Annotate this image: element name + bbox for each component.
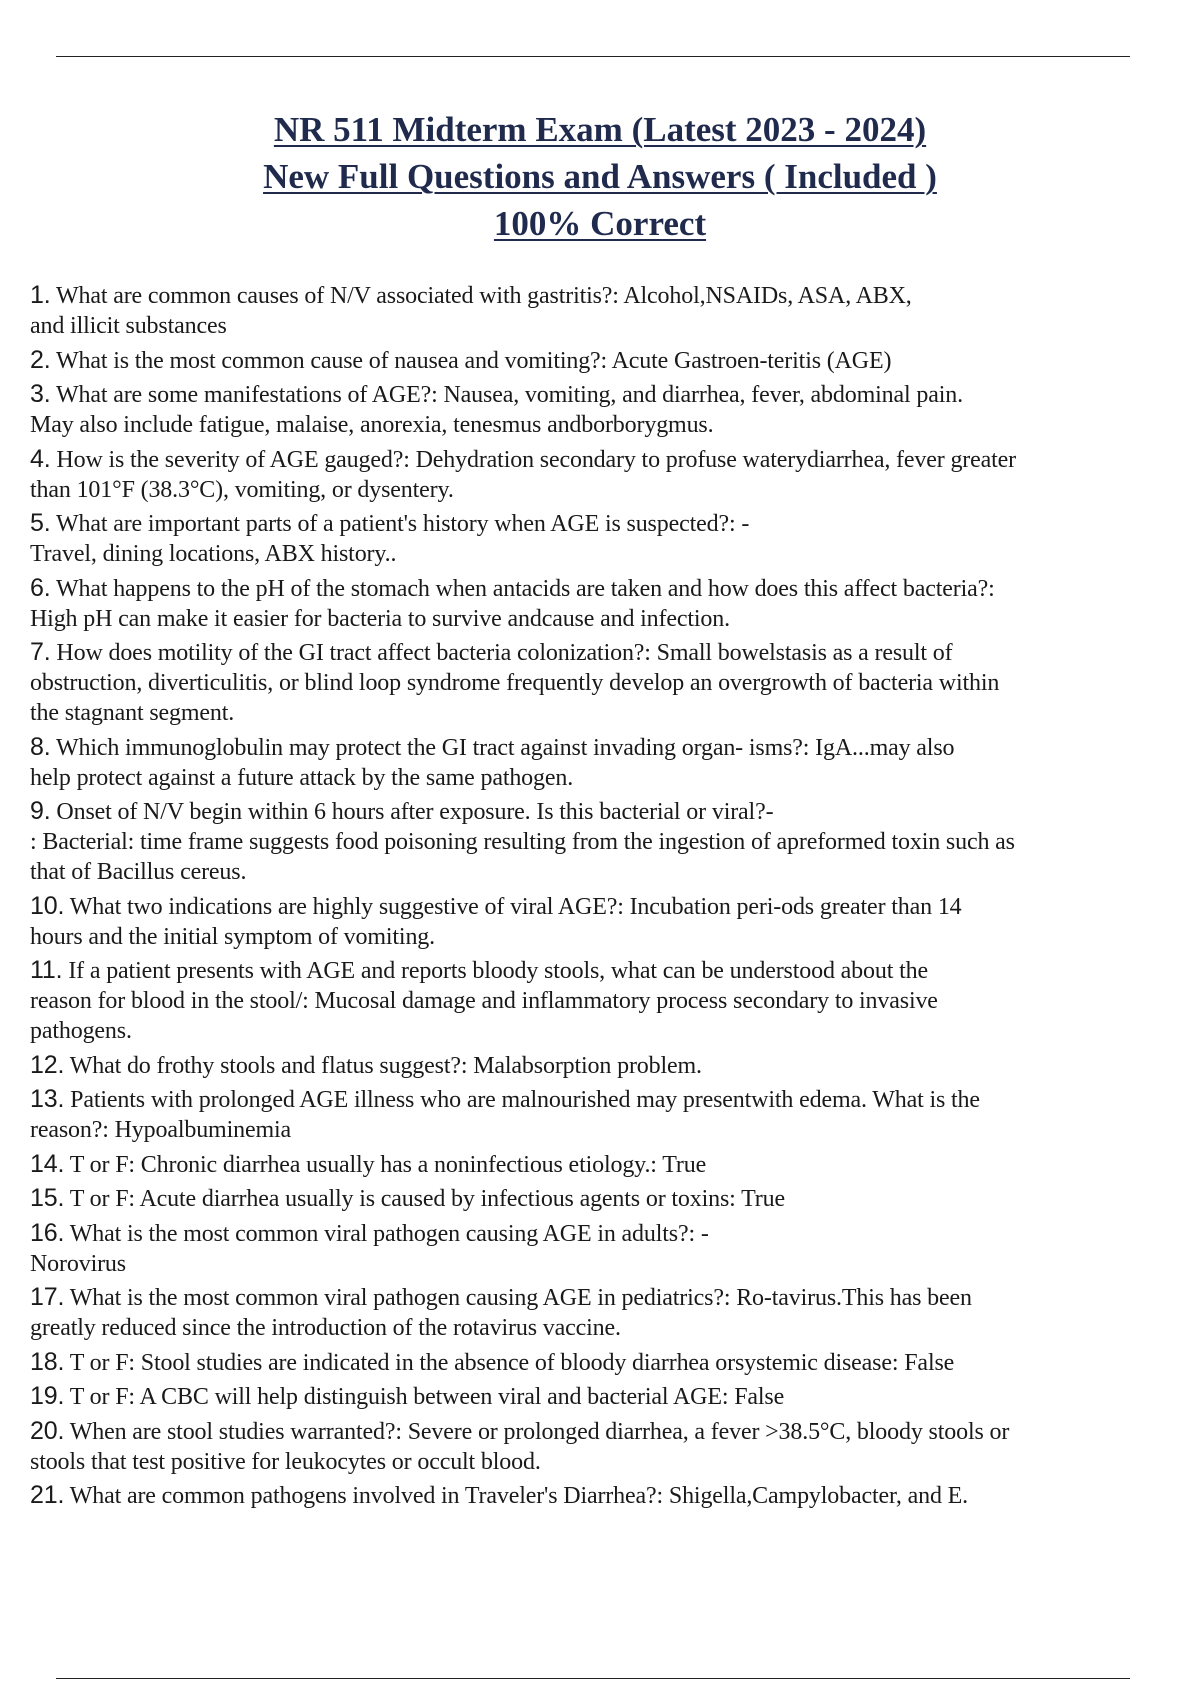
qa-line: : Bacterial: time frame suggests food poisoning resulting from the ingestion of apreformed toxin such as (30, 829, 1015, 855)
qa-item (30, 1183, 1195, 1214)
qa-line: than 101°F (38.3°C), vomiting, or dysentery. (30, 476, 454, 503)
qa-item (30, 280, 1195, 341)
qa-line: the stagnant segment. (30, 700, 235, 726)
qa-line: Travel, dining locations, ABX history.. (30, 541, 397, 567)
qa-line: What two indications are highly suggestive of viral AGE?: Incubation peri-ods greater than 14 (69, 893, 962, 920)
qa-line: hours and the initial symptom of vomiting. (30, 923, 436, 950)
qa-line: that of Bacillus cereus. (30, 859, 247, 885)
question-number: 16. (30, 1218, 65, 1247)
qa-item (30, 573, 1195, 634)
qa-item (30, 1282, 1195, 1343)
title-line-2: New Full Questions and Answers ( Included ) (263, 157, 937, 196)
title-line-1: NR 511 Midterm Exam (Latest 2023 - 2024) (273, 110, 927, 149)
qa-item (30, 637, 1195, 728)
qa-item (30, 891, 1195, 952)
qa-line: Norovirus (30, 1250, 126, 1277)
qa-line: What are common causes of N/V associated with gastritis?: Alcohol,NSAIDs, ASA, ABX, (55, 283, 912, 309)
qa-line: What are important parts of a patient's history when AGE is suspected?: - (55, 511, 750, 537)
qa-line: What are common pathogens involved in Traveler's Diarrhea?: Shigella,Campylobacter, and E. (69, 1483, 969, 1509)
question-number: 4. (30, 444, 51, 473)
qa-line: High pH can make it easier for bacteria to survive andcause and infection. (30, 605, 730, 632)
question-number: 10. (30, 891, 65, 920)
question-number: 17. (30, 1283, 65, 1311)
qa-line: What do frothy stools and flatus suggest?: Malabsorption problem. (69, 1052, 702, 1079)
question-number: 2. (30, 345, 51, 374)
qa-line: Patients with prolonged AGE illness who are malnourished may presentwith edema. What is the (70, 1087, 980, 1113)
title-line-3: 100% Correct (493, 204, 707, 243)
qa-line: reason for blood in the stool/: Mucosal damage and inflammatory process secondary to invasive (30, 988, 938, 1014)
question-number: 7. (30, 638, 51, 666)
qa-item (30, 508, 1195, 569)
qa-line: May also include fatigue, malaise, anorexia, tenesmus andborborygmus. (30, 412, 714, 438)
qa-item (30, 1218, 1195, 1279)
qa-line: reason?: Hypoalbuminemia (30, 1117, 291, 1143)
bottom-rule (56, 1678, 1130, 1679)
question-number: 19. (30, 1382, 65, 1410)
question-number: 21. (30, 1481, 65, 1509)
question-number: 20. (30, 1416, 65, 1445)
qa-line: What is the most common viral pathogen causing AGE in pediatrics?: Ro-tavirus.This has been (69, 1285, 972, 1311)
qa-line: greatly reduced since the introduction of the rotavirus vaccine. (30, 1315, 621, 1341)
qa-line: obstruction, diverticulitis, or blind loop syndrome frequently develop an overgrowth of bacteria within (30, 670, 1000, 696)
qa-line: help protect against a future attack by the same pathogen. (30, 764, 574, 791)
question-number: 5. (30, 509, 51, 537)
qa-line: What is the most common cause of nausea and vomiting?: Acute Gastroen-teritis (AGE) (55, 347, 892, 374)
qa-line: T or F: Acute diarrhea usually is caused by infectious agents or toxins: True (69, 1186, 785, 1212)
question-number: 11. (30, 956, 63, 984)
qa-line: T or F: A CBC will help distinguish between viral and bacterial AGE: False (69, 1384, 785, 1410)
qa-item (30, 1050, 1195, 1081)
qa-item (30, 732, 1195, 793)
qa-line: Onset of N/V begin within 6 hours after exposure. Is this bacterial or viral?- (56, 799, 774, 825)
qa-line: and illicit substances (30, 313, 227, 339)
qa-item (30, 1416, 1195, 1477)
question-number: 13. (30, 1085, 65, 1113)
qa-item (30, 955, 1195, 1046)
qa-item (30, 1381, 1195, 1412)
qa-item (30, 379, 1195, 440)
question-number: 6. (30, 573, 51, 602)
qa-item (30, 796, 1195, 887)
qa-line: If a patient presents with AGE and reports bloody stools, what can be understood about the (68, 958, 928, 984)
question-number: 14. (30, 1149, 65, 1178)
qa-line: stools that test positive for leukocytes or occult blood. (30, 1448, 541, 1475)
qa-line: T or F: Stool studies are indicated in the absence of bloody diarrhea orsystemic disease: False (69, 1349, 955, 1376)
question-number: 18. (30, 1347, 65, 1376)
question-list (30, 280, 1195, 1515)
question-number: 12. (30, 1050, 65, 1079)
qa-line: T or F: Chronic diarrhea usually has a noninfectious etiology.: True (69, 1151, 707, 1178)
qa-item (30, 345, 1195, 376)
qa-line: How is the severity of AGE gauged?: Dehydration secondary to profuse waterydiarrhea, fever greater (56, 446, 1017, 473)
question-number: 15. (30, 1184, 65, 1212)
qa-line: What is the most common viral pathogen causing AGE in adults?: - (69, 1220, 709, 1247)
qa-line: When are stool studies warranted?: Severe or prolonged diarrhea, a fever >38.5°C, bloody stools or (69, 1418, 1010, 1445)
top-rule (56, 56, 1130, 57)
qa-line: How does motility of the GI tract affect bacteria colonization?: Small bowelstasis as a result of (56, 640, 953, 666)
question-number: 8. (30, 732, 51, 761)
qa-item (30, 1480, 1195, 1511)
qa-line: What happens to the pH of the stomach when antacids are taken and how does this affect bacteria?: (55, 575, 995, 602)
qa-item (30, 1149, 1195, 1180)
question-number: 1. (30, 281, 51, 309)
document-title (0, 106, 1200, 247)
question-number: 9. (30, 797, 51, 825)
question-number: 3. (30, 380, 51, 408)
qa-line: Which immunoglobulin may protect the GI tract against invading organ- isms?: IgA...may also (55, 734, 955, 761)
qa-item (30, 444, 1195, 505)
qa-item (30, 1084, 1195, 1145)
qa-line: pathogens. (30, 1018, 132, 1044)
qa-line: What are some manifestations of AGE?: Nausea, vomiting, and diarrhea, fever, abdominal pain. (55, 382, 963, 408)
qa-item (30, 1347, 1195, 1378)
